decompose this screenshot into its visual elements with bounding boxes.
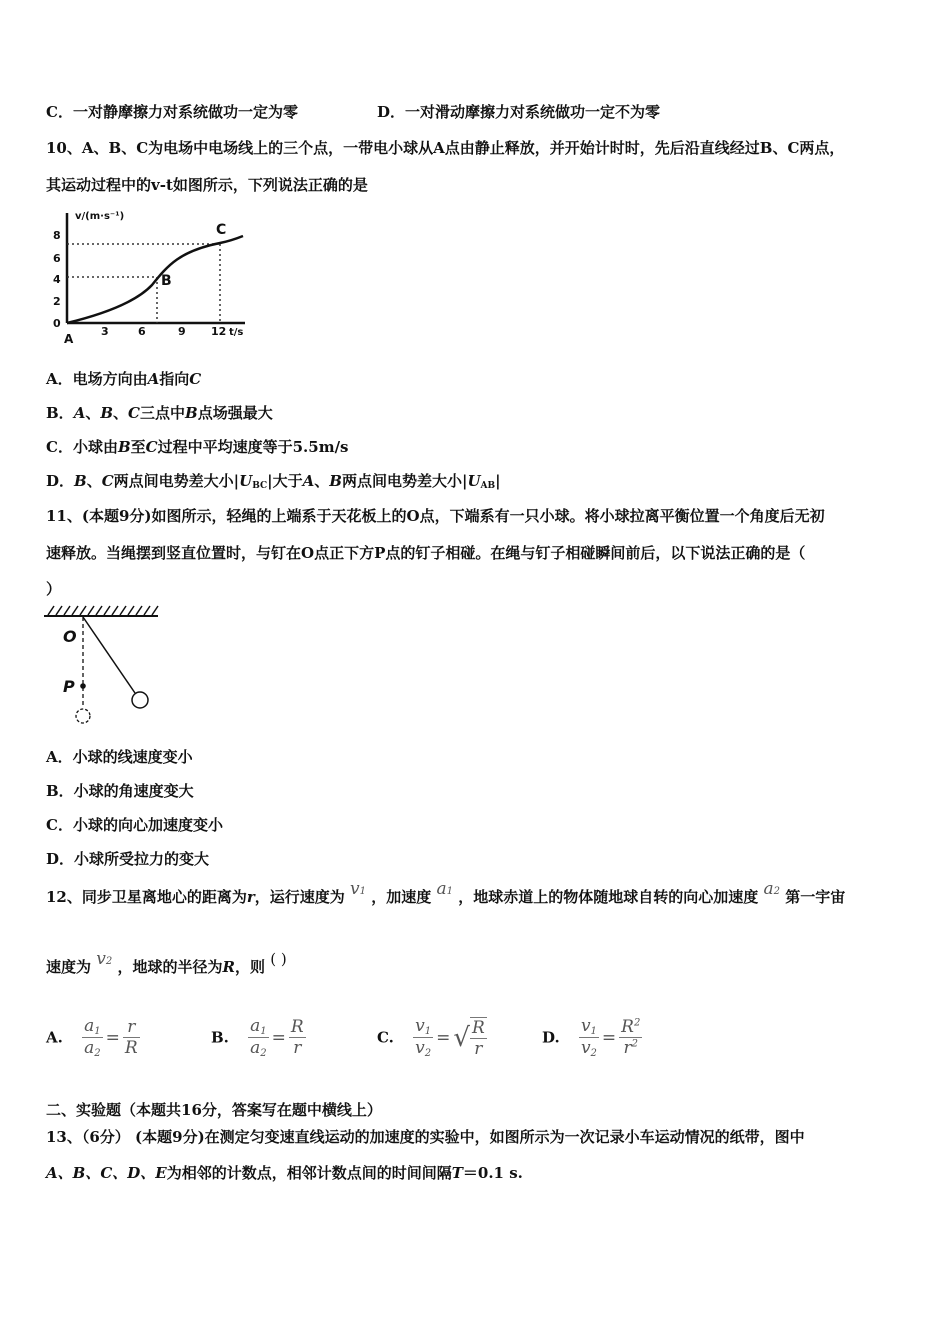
graph-x-tick-12: 12 — [211, 325, 227, 338]
graph-point-b-label: B — [161, 273, 172, 289]
symbol-v1: v1 — [350, 879, 367, 899]
q10-option-d: D．B、C两点间电势差大小$|U_{BC}|$大于A、B两点间电势差大小$|U_{AB}|$ — [46, 472, 501, 491]
pendulum-ball — [132, 692, 148, 708]
q12-option-d: D. $\frac{v1}{v2}$ = $\frac{R^2}{r^2}$ — [542, 1016, 641, 1059]
ceiling-hatch — [48, 606, 158, 615]
q10-stem-line2: 其运动过程中的v-t如图所示，下列说法正确的是 — [46, 176, 368, 194]
graph-y-tick-4: 4 — [53, 273, 61, 286]
peg-point-p — [80, 683, 86, 689]
q11-stem-line3: ） — [46, 580, 62, 598]
q9-option-c: C．一对静摩擦力对系统做功一定为零 — [46, 103, 298, 121]
q11-option-b: B．小球的角速度变大 — [46, 782, 194, 800]
graph-y-tick-6: 6 — [53, 252, 61, 265]
q11-stem-line1: 11、(本题9分)如图所示，轻绳的上端系于天花板上的O点，下端系有一只小球。将小球拉离平衡位置一个角度后无初 — [46, 507, 825, 525]
q10-stem-line1: 10、A、B、C为电场中电场线上的三个点，一带电小球从A点由静止释放，并开始计时时，先后沿直线经过B、C两点， — [46, 139, 845, 157]
label-o: O — [63, 627, 77, 646]
graph-point-c-label: C — [216, 222, 227, 238]
q10-option-b: B．A、B、C三点中B点场强最大 — [46, 404, 273, 422]
q13-stem-line2: A、B、C、D、E为相邻的计数点，相邻计数点间的时间间隔T＝0.1 s. — [46, 1164, 523, 1182]
q11-pendulum-diagram — [40, 603, 170, 728]
graph-x-tick-3: 3 — [101, 325, 109, 338]
q12-option-a: A. $\frac{a1}{a2}$ = $\frac{r}{R}$ — [46, 1016, 138, 1059]
q10-option-c: C．小球由B至C过程中平均速度等于5.5m/s — [46, 438, 349, 456]
q12-stem-line2: 速度为 v2 ，地球的半径为R，则 ( ) — [46, 949, 287, 976]
q12-option-c: C. $\frac{v1}{v2}$ = √ $\frac{R}{r}$ — [377, 1016, 485, 1059]
graph-y-tick-8: 8 — [53, 229, 61, 242]
answer-paren: ( ) — [270, 950, 287, 968]
q11-option-a: A．小球的线速度变小 — [46, 748, 193, 766]
graph-origin-label: A — [64, 332, 74, 346]
sqrt-icon: √ — [453, 1022, 470, 1053]
q13-stem-line1: 13、（6分） (本题9分)在测定匀变速直线运动的加速度的实验中，如图所示为一次记录小车运动情况的纸带，图中 — [46, 1128, 805, 1146]
graph-x-unit: t/s — [229, 327, 244, 338]
graph-x-tick-9: 9 — [178, 325, 186, 338]
section2-heading: 二、实验题（本题共16分，答案写在题中横线上） — [46, 1101, 382, 1119]
q12-stem-line1: 12、同步卫星离地心的距离为r，运行速度为 v1 ，加速度 a1 ，地球赤道上的物体随地球自转的向心加速度 a2 第一宇宙 — [46, 879, 846, 906]
symbol-v2: v2 — [96, 949, 113, 969]
graph-y-tick-0: 0 — [53, 317, 61, 330]
graph-vt-curve — [67, 236, 243, 323]
q12-option-b: B. $\frac{a1}{a2}$ = $\frac{R}{r}$ — [211, 1016, 304, 1059]
q10-option-a: A．电场方向由A指向C — [46, 370, 202, 388]
pendulum-string — [83, 617, 135, 693]
symbol-a2: a2 — [763, 879, 781, 899]
q11-option-c: C．小球的向心加速度变小 — [46, 816, 223, 834]
q11-stem-line2: 速释放。当绳摆到竖直位置时，与钉在O点正下方P点的钉子相碰。在绳与钉子相碰瞬间前后，以下说法正确的是（ — [46, 544, 806, 562]
q10-vt-graph — [40, 203, 270, 348]
label-p: P — [63, 677, 75, 696]
q11-option-d: D．小球所受拉力的变大 — [46, 850, 210, 868]
ball-vertical-position — [76, 709, 90, 723]
q9-option-d: D．一对滑动摩擦力对系统做功一定不为零 — [377, 103, 661, 121]
graph-y-tick-2: 2 — [53, 295, 61, 308]
graph-y-unit: v/(m·s⁻¹) — [75, 211, 125, 222]
graph-x-tick-6: 6 — [138, 325, 146, 338]
symbol-a1: a1 — [436, 879, 454, 899]
